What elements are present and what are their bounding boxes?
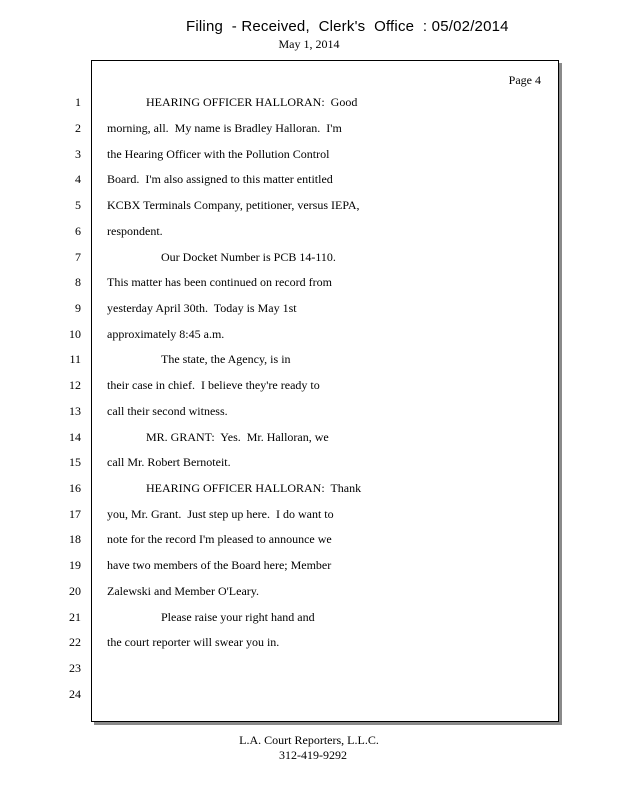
line-text: The state, the Agency, is in (161, 352, 291, 366)
line-text: Please raise your right hand and (161, 610, 315, 624)
line-number: 23 (69, 661, 81, 675)
line-number: 16 (69, 481, 81, 495)
line-text: the Hearing Officer with the Pollution Control (107, 147, 330, 161)
line-number: 10 (69, 327, 81, 341)
line-number: 19 (69, 558, 81, 572)
line-text: you, Mr. Grant. Just step up here. I do want to (107, 507, 334, 521)
line-text: yesterday April 30th. Today is May 1st (107, 301, 297, 315)
line-text: This matter has been continued on record from (107, 275, 332, 289)
line-number: 7 (75, 250, 81, 264)
line-number: 15 (69, 455, 81, 469)
line-text: HEARING OFFICER HALLORAN: Good (146, 95, 358, 109)
line-text: HEARING OFFICER HALLORAN: Thank (146, 481, 362, 495)
line-number: 22 (69, 635, 81, 649)
line-number: 14 (69, 430, 81, 444)
line-text: call their second witness. (107, 404, 228, 418)
line-number: 21 (69, 610, 81, 624)
line-text: approximately 8:45 a.m. (107, 327, 225, 341)
line-number: 5 (75, 198, 81, 212)
line-number: 9 (75, 301, 81, 315)
transcript-date: May 1, 2014 (278, 37, 340, 51)
line-text: KCBX Terminals Company, petitioner, versus IEPA, (107, 198, 360, 212)
line-number: 4 (75, 172, 81, 186)
line-number: 3 (75, 147, 81, 161)
line-number: 1 (75, 95, 81, 109)
line-text: Our Docket Number is PCB 14-110. (161, 250, 336, 264)
line-number: 18 (69, 532, 81, 546)
line-text: call Mr. Robert Bernoteit. (107, 455, 231, 469)
line-number: 8 (75, 275, 81, 289)
line-number: 12 (69, 378, 81, 392)
page-number: Page 4 (508, 73, 541, 87)
court-reporter-phone: 312-419-9292 (279, 748, 347, 762)
line-text: respondent. (107, 224, 163, 238)
line-number: 20 (69, 584, 81, 598)
line-number: 17 (69, 507, 81, 521)
line-text: their case in chief. I believe they're ready to (107, 378, 320, 392)
line-number: 11 (69, 352, 81, 366)
line-text: have two members of the Board here; Member (107, 558, 332, 572)
line-text: Board. I'm also assigned to this matter entitled (107, 172, 333, 186)
court-reporter-name: L.A. Court Reporters, L.L.C. (239, 733, 379, 747)
line-text: Zalewski and Member O'Leary. (107, 584, 259, 598)
line-number: 6 (75, 224, 81, 238)
line-text: the court reporter will swear you in. (107, 635, 280, 649)
line-text: morning, all. My name is Bradley Halloran. I'm (107, 121, 342, 135)
filing-stamp: Filing - Received, Clerk's Office : 05/02/2014 (186, 18, 509, 35)
line-text: note for the record I'm pleased to announce we (107, 532, 332, 546)
line-number: 24 (69, 687, 81, 701)
line-number: 2 (75, 121, 81, 135)
line-number: 13 (69, 404, 81, 418)
line-text: MR. GRANT: Yes. Mr. Halloran, we (146, 430, 329, 444)
